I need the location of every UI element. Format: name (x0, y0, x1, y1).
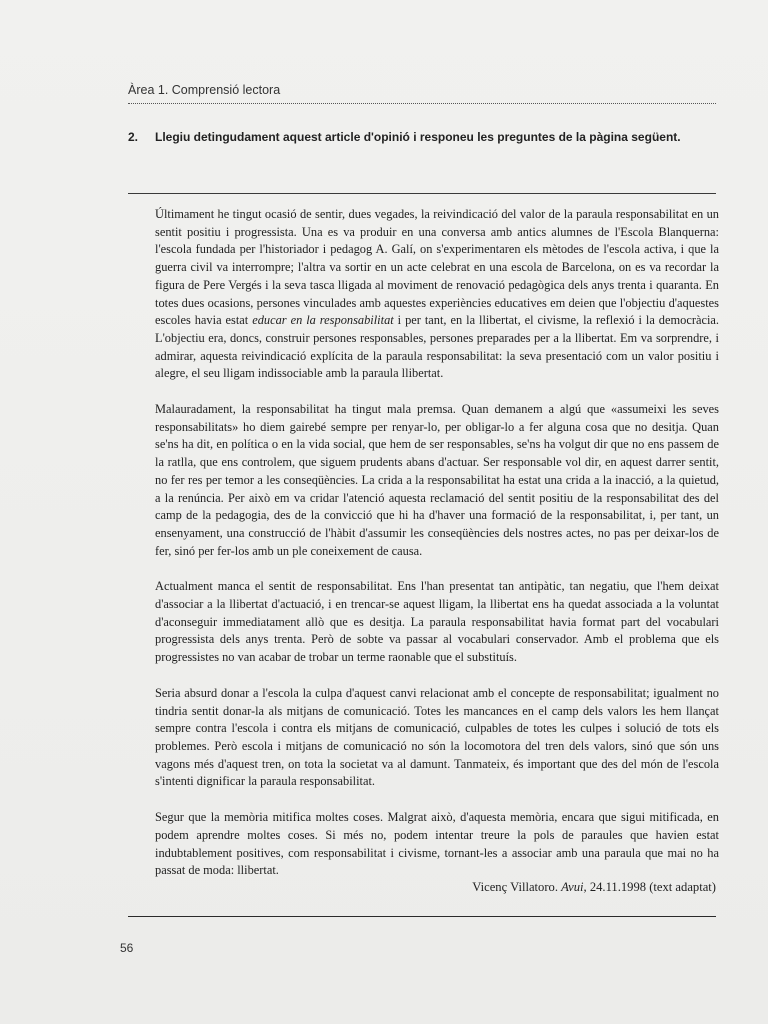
article-paragraph-5: Segur que la memòria mitifica moltes coses. Malgrat això, d'aquesta memòria, encara que sigui mitificada, en podem aprendre moltes coses. Si més no, podem intentar treure la pols de paraules que havien estat indubtablement positives, com responsabilitat i civisme, tornant-les a associar amb una paraula que mai no ha passat de moda: llibertat. (155, 810, 719, 878)
article-paragraph-3: Actualment manca el sentit de responsabilitat. Ens l'han presentat tan antipàtic, tan negatiu, que l'hem deixat d'associar a la llibertat d'actuació, i en trencar-se aquest lligam, la llibertat ens ha quedat associada a la voluntat d'aconseguir immediatament allò que es desitja. La paraula responsabilitat havia format part del vocabulari progressista dels anys trenta. Però de sobte va passar al vocabulari conservador. Amb el problema que els progressistes no van acabar de trobar un terme raonable que el substituís. (155, 579, 719, 665)
header-rule (128, 103, 716, 104)
exercise-instruction (128, 130, 728, 144)
article-paragraph-1: Últimament he tingut ocasió de sentir, dues vegades, la reivindicació del valor de la paraula responsabilitat en un sentit positiu i progressista. Una es va produir en una conversa amb antics alumnes de l'Escola Blanquerna: l'escola fundada per l'historiador i pedagog A. Galí, on s'experimentaren els mètodes de l'escola activa, i que la guerra civil va interrompre; l'altra va sortir en un acte celebrat en una escola de Barcelona, on es va recordar la figura de Pere Vergés i la seva tasca lligada al moviment de renovació pedagògica dels anys trenta i quaranta. En totes dues ocasions, persones vinculades amb aquestes experiències educatives em deien que l'objectiu d'aquestes escoles havia estat educar en la responsabilitat i per tant, en la llibertat, el civisme, la reflexió i la democràcia. L'objectiu era, doncs, construir persones responsables, persones preparades per a la llibertat. Em va sorprendre, i admirar, aquesta reivindicació explícita de la paraula responsabilitat: la seva presentació com un valor positiu i alegre, el seu lligam indissociable amb la paraula llibertat. (155, 207, 719, 381)
author-name: Vicenç Villatoro. (472, 880, 558, 894)
article-paragraph-4: Seria absurd donar a l'escola la culpa d'aquest canvi relacionat amb el concepte de responsabilitat; igualment no tindria sentit donar-la als mitjans de comunicació. Totes les mancances en el camp dels valors les hem llançat sempre contra l'escola i contra els mitjans de comunicació, culpables de totes les culpes i solució de tots els problemes. Però escola i mitjans de comunicació no són la locomotora del tren dels valors, sinó que són uns vagons més d'aquest tren, on tota la societat va al damunt. Tanmateix, és important que des del món de l'escola s'intenti dignificar la paraula responsabilitat. (155, 685, 719, 789)
article-paragraph-2: Malauradament, la responsabilitat ha tingut mala premsa. Quan demanem a algú que «assumeixi les seves responsabilitats» ho diem gairebé sempre per renyar-lo, per obligar-lo a fer alguna cosa que no desitja. Quan se'ns ha dit, en política o en la vida social, que hem de ser responsables, se'ns ha volgut dir que no ens passem de la ratlla, que ens controlem, que siguem prudents abans d'actuar. Ser responsable vol dir, en aquest darrer sentit, no fer res per temor a les conseqüències. La crida a la responsabilitat ha estat una crida a la inacció, a la quietud, a la renúncia. Per això em va cridar l'atenció aquesta reclamació del sentit positiu de la responsabilitat des del camp de la pedagogia, des de la convicció que hi ha d'haver una formació de la responsabilitat, i, per tant, un ensenyament, una construcció de l'hàbit d'assumir les conseqüències dels nostres actes, no pas per deixar-los de fer, sinó per fer-los amb un ple coneixement de causa. (155, 402, 719, 558)
article-top-rule (128, 193, 716, 194)
emphasis-text: educar en la responsabilitat (252, 313, 394, 328)
exercise-number: 2. (128, 130, 139, 144)
footer-rule (128, 916, 716, 917)
article-body (155, 206, 719, 898)
publication-date: 24.11.1998 (589, 880, 647, 894)
article-attribution (472, 880, 716, 895)
adaptation-note: (text adaptat) (649, 880, 716, 894)
source-name: Avui, (561, 880, 587, 894)
running-head: Àrea 1. Comprensió lectora (128, 83, 281, 97)
page-number: 56 (120, 941, 134, 955)
instruction-text: Llegiu detingudament aquest article d'opinió i responeu les preguntes de la pàgina següent. (155, 130, 681, 144)
